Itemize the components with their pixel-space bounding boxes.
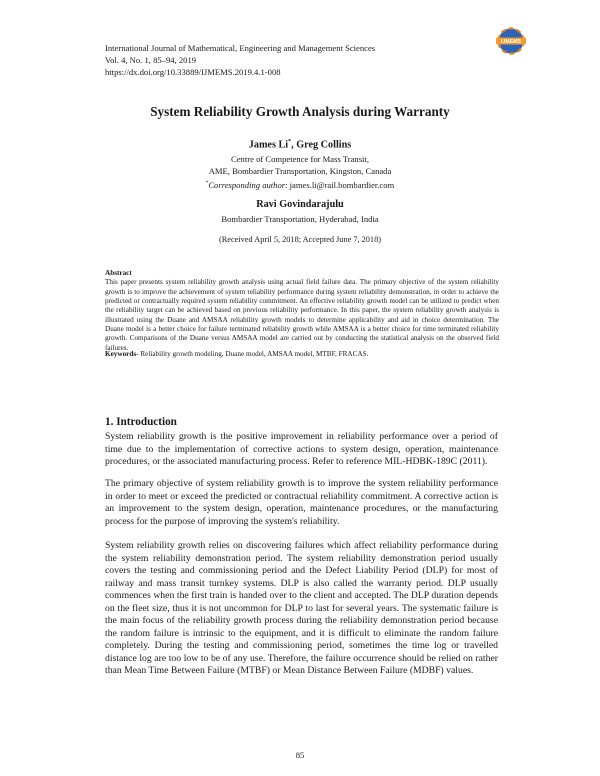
received-dates: (Received April 5, 2018; Accepted June 7, 2018) xyxy=(219,235,381,244)
journal-header xyxy=(105,42,375,78)
intro-paragraph-1: System reliability growth is the positive improvement in reliability performance over a period of time due to the implementation of corrective actions to system design, operation, maintenance procedures, or the associated manufacturing process. Refer to reference MIL-HDBK-189C (2011). xyxy=(105,431,498,467)
abstract-block xyxy=(105,269,499,353)
affiliation-block-2 xyxy=(0,213,600,225)
corresponding-author xyxy=(0,177,600,191)
volume-info: Vol. 4, No. 1, 85–94, 2019 xyxy=(105,55,197,65)
paper-title: System Reliability Growth Analysis during Warranty xyxy=(150,104,450,119)
affiliation-line-2: AME, Bombardier Transportation, Kingston, Canada xyxy=(208,166,392,176)
keywords-line xyxy=(105,350,499,359)
section-heading-introduction: 1. Introduction xyxy=(105,416,177,428)
journal-logo-icon xyxy=(494,27,528,55)
affiliation-block-1 xyxy=(0,153,600,191)
author-mark: * xyxy=(288,139,292,145)
page-number: 85 xyxy=(295,750,305,760)
journal-name: International Journal of Mathematical, Engineering and Management Sciences xyxy=(105,43,376,53)
corresponding-email[interactable]: : james.li@rail.bombardier.com xyxy=(285,179,395,190)
corresponding-label: Corresponding author xyxy=(208,179,286,190)
affiliation-line-1: Centre of Competence for Mass Transit, xyxy=(231,154,369,164)
intro-paragraph-2: The primary objective of system reliability growth is to improve the system reliability performance in order to meet or exceed the predicted or contractual reliability commitment. A corrective action is an improvement to the system design, operation, maintenance procedures, or the manufacturing process for the purpose of improving the system's reliability. xyxy=(105,478,498,527)
logo-text: IJMEMS xyxy=(501,39,521,46)
keywords-text: Reliability growth modeling, Duane model, AMSAA model, MTBF, FRACAS. xyxy=(138,350,369,358)
keywords-label: Keywords- xyxy=(105,350,139,358)
abstract-heading: Abstract xyxy=(105,269,132,277)
author-greg-collins: , Greg Collins xyxy=(291,139,352,151)
intro-paragraph-3: System reliability growth relies on discovering failures which affect reliability performance during the system reliability demonstration period. The system reliability demonstration period usually covers the testing and commissioning period and the Defect Liability Period (DLP) for most of railway and mass transit turnkey systems. DLP is also called the warranty period. DLP usually commences when the first train is handed over to the client and accepted. The DLP duration depends on the fleet size, thus it is not uncommon for DLP to last for several years. The systematic failure is the main focus of the reliability growth process during the reliability demonstration period because the random failure is intrinsic to the equipment, and it is difficult to eliminate the random failure completely. During the testing and commissioning period, sometimes the time log or travelled distance log are too low to be of any use. Therefore, the failure occurrence should be relied on rather than Mean Time Between Failure (MTBF) or Mean Distance Between Failure (MDBF) values. xyxy=(105,540,498,676)
author-james-li: James Li xyxy=(248,139,289,151)
authors-line xyxy=(0,139,600,150)
affiliation-ravi: Bombardier Transportation, Hyderabad, India xyxy=(221,214,379,224)
abstract-text: This paper presents system reliability growth analysis using actual field failure data. The primary objective of the system reliability growth is to improve the achievement of system reliability performance during system reliability demonstration, in order to achieve the predicted or contractually required system reliability commitment. An effective reliability growth model can be utilized to predict when the reliability target can be achieved based on previous reliability performance. In this paper, the system reliability growth analysis is illustrated using the Duane and AMSAA reliability growth models to determine applicability and aid in choice determination. The Duane model is a better choice for failure terminated reliability growth while AMSAA is a better choice for time terminated reliability growth. Comparisons of the Duane versus AMSAA model are carried out by conducting the statistical analysis on the observed field failures. xyxy=(105,278,499,352)
doi-link[interactable]: https://dx.doi.org/10.33889/IJMEMS.2019.4.1-008 xyxy=(105,67,281,77)
author-ravi: Ravi Govindarajulu xyxy=(256,199,344,210)
corresponding-mark: * xyxy=(205,180,209,186)
